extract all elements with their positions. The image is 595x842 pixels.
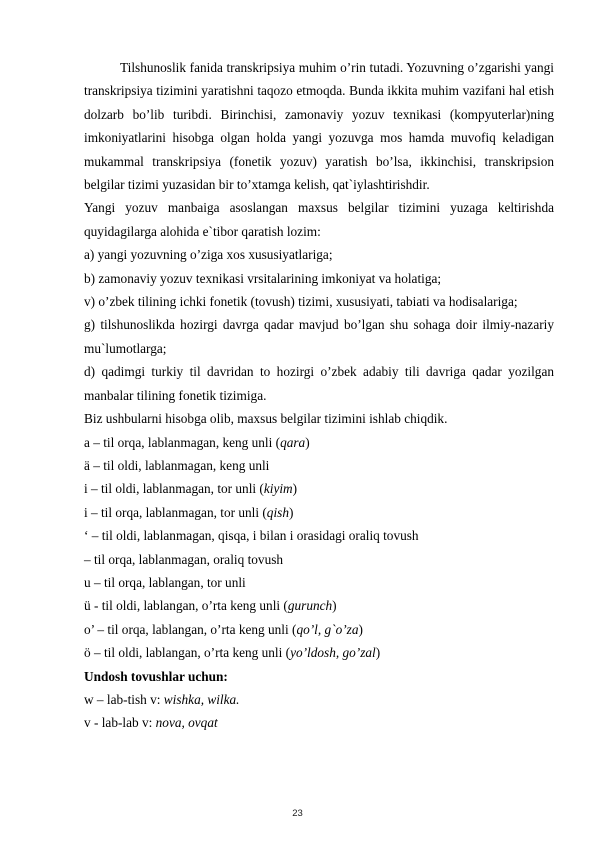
vowel-item xyxy=(84,524,554,547)
vowel-description: i – til orqa, lablanmagan, tor unli ( xyxy=(84,504,267,520)
document-page xyxy=(84,56,554,735)
vowel-item xyxy=(84,454,554,477)
conclusion-line: Biz ushbularni hisobga olib, maxsus belgilar tizimini ishlab chiqdik. xyxy=(84,411,448,427)
vowel-example: gurunch xyxy=(287,598,333,614)
vowel-item xyxy=(84,571,554,594)
page-number: 23 xyxy=(292,808,303,819)
vowel-description: ä – til oldi, lablanmagan, keng unli xyxy=(84,457,270,473)
vowel-example: qara xyxy=(280,434,306,450)
vowel-item xyxy=(84,641,554,664)
list-item: v) o’zbek tilining ichki fonetik (tovush) tizimi, xususiyati, tabiati va hodisalariga; xyxy=(84,294,518,310)
vowel-close: ) xyxy=(358,621,363,637)
list-item: b) zamonaviy yozuv texnikasi vrsitalarining imkoniyat va holatiga; xyxy=(84,270,442,286)
vowel-description: ö – til oldi, lablangan, o’rta keng unli ( xyxy=(84,645,291,661)
vowel-description: a – til orqa, lablanmagan, keng unli ( xyxy=(84,434,281,450)
list-item: a) yangi yozuvning o’ziga xos xususiyatlariga; xyxy=(84,247,333,263)
consonant-description: w – lab-tish v: xyxy=(84,691,164,707)
consonant-example: wishka, wilka. xyxy=(163,691,240,707)
vowel-close: ) xyxy=(288,504,294,520)
consonant-example: nova, ovqat xyxy=(155,715,218,731)
vowel-description: i – til oldi, lablanmagan, tor unli ( xyxy=(84,481,264,497)
consonant-item xyxy=(84,688,554,711)
list-item: d) qadimgi turkiy til davridan to hozirgi o’zbek adabiy tili davriga qadar yozilgan manbalar tilining fonetik tizimiga. xyxy=(84,364,554,403)
vowel-example: yo’ldosh, go’zal xyxy=(290,645,376,661)
consonants-heading: Undosh tovushlar uchun: xyxy=(84,668,228,684)
vowel-item xyxy=(84,501,554,524)
intro-paragraph: Tilshunoslik fanida transkripsiya muhim o’rin tutadi. Yozuvning o’zgarishi yangi transkripsiya tizimini yaratishni taqozo etmoqda. Bunda ikkita muhim vazifani hal etish dolzarb bo’lib turibdi. Birinchisi, zamonaviy yozuv texnikasi (kompyuterlar)ning imkoniyatlarini hisobga olgan holda yangi yozuvga mos hamda muvofiq keladigan mukammal transkripsiya (fonetik yozuv) yaratish bo’lsa, ikkinchisi, transkripsion belgilar tizimi yuzasidan bir to’xtamga kelish, qat`iylashtirishdir. xyxy=(84,60,554,193)
consonant-item xyxy=(84,711,554,734)
vowel-item xyxy=(84,431,554,454)
requirements-paragraph: Yangi yozuv manbaiga asoslangan maxsus belgilar tizimini yuzaga keltirishda quyidagilarga alohida e`tibor qaratish lozim: xyxy=(84,200,554,239)
vowel-description: u – til orqa, lablangan, tor unli xyxy=(84,574,246,590)
vowel-item xyxy=(84,618,554,641)
consonant-description: v - lab-lab v: xyxy=(84,715,156,731)
list-item: g) tilshunoslikda hozirgi davrga qadar mavjud bo’lgan shu sohaga doir ilmiy-nazariy mu`lumotlarga; xyxy=(84,317,554,356)
vowel-close: ) xyxy=(375,645,381,661)
vowel-item xyxy=(84,594,554,617)
vowel-description: – til orqa, lablanmagan, oraliq tovush xyxy=(84,551,284,567)
vowel-example: kiyim xyxy=(263,481,293,497)
vowel-close: ) xyxy=(305,434,310,450)
vowel-example: qish xyxy=(266,504,289,520)
vowel-item xyxy=(84,548,554,571)
vowel-description: ü - til oldi, lablangan, o’rta keng unli ( xyxy=(84,598,288,614)
vowel-close: ) xyxy=(292,481,298,497)
vowel-close: ) xyxy=(332,598,337,614)
vowel-description: o’ – til orqa, lablangan, o’rta keng unli ( xyxy=(84,621,297,637)
vowel-example: qo’l, g`o’za xyxy=(296,621,359,637)
vowel-item xyxy=(84,477,554,500)
vowel-description: ‘ – til oldi, lablanmagan, qisqa, i bilan i orasidagi oraliq tovush xyxy=(84,528,419,544)
